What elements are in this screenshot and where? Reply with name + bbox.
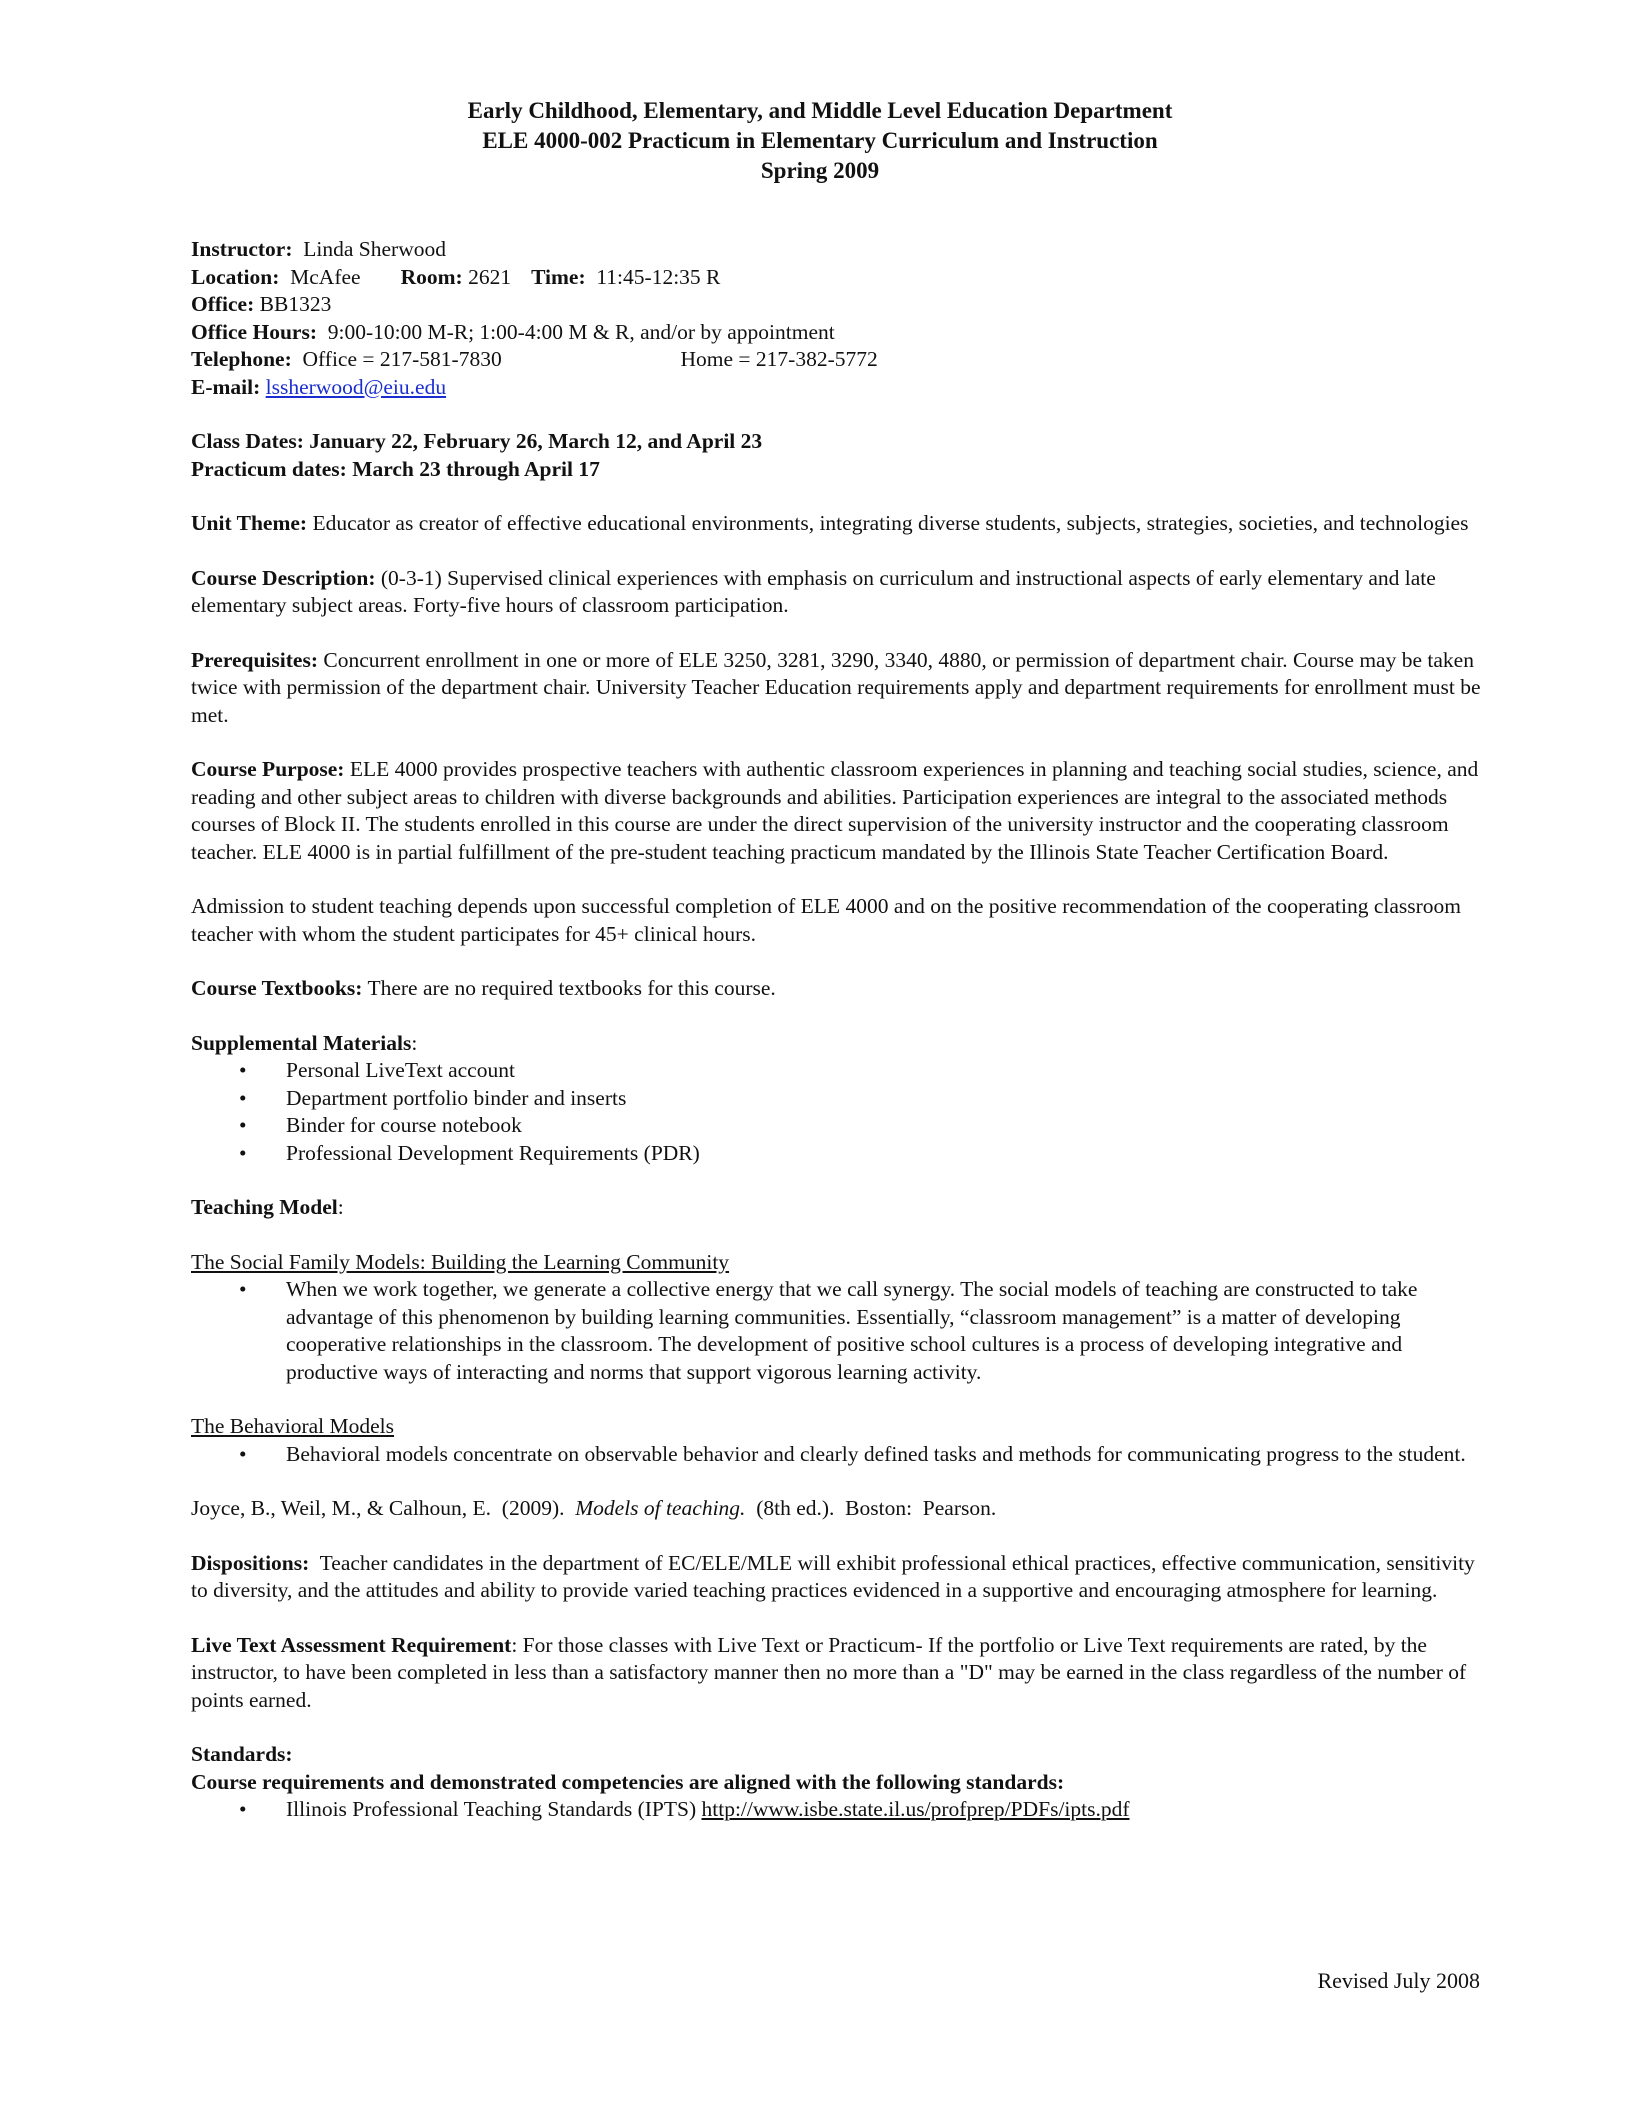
citation-authors: Joyce, B., Weil, M., & Calhoun, E. (2009). [191,1496,576,1520]
course-textbooks [191,975,1491,1003]
standards-item-text: Illinois Professional Teaching Standards (IPTS) [286,1797,702,1821]
social-models-list [191,1276,1491,1386]
livetext-label: Live Text Assessment Requirement [191,1632,512,1657]
instructor-name: Linda Sherwood [303,237,446,261]
behavioral-models-list [191,1441,1491,1469]
prerequisites-text: Concurrent enrollment in one or more of ELE 3250, 3281, 3290, 3340, 4880, or permission of department chair. Course may be taken twice with permission of the department chair. University Teacher Education requirements apply and department requirements for enrollment must be met. [191,647,1481,727]
teaching-model-label: Teaching Model [191,1195,338,1219]
unit-theme [191,510,1491,538]
instructor-info [191,236,1491,401]
behavioral-models-text: Behavioral models concentrate on observable behavior and clearly defined tasks and methods for communicating progress to the student. [286,1441,1466,1466]
department-title: Early Childhood, Elementary, and Middle Level Education Department [467,98,1173,123]
bullet-icon: • [239,1085,247,1110]
syllabus-body [191,236,1491,1824]
office-hours-label: Office Hours: [191,319,317,344]
telephone-home: Home = 217-382-5772 [680,347,878,371]
teaching-model-heading [191,1194,1491,1222]
document-header [0,96,1640,186]
course-textbooks-text: There are no required textbooks for this course. [367,976,776,1000]
dispositions [191,1550,1491,1605]
bullet-icon: • [239,1058,247,1082]
bullet-icon: • [239,1797,247,1821]
room-label: Room: [400,264,463,289]
course-description-label: Course Description: [191,565,376,590]
course-textbooks-label: Course Textbooks: [191,976,363,1000]
prerequisites-label: Prerequisites: [191,647,318,672]
list-item-text: Personal LiveText account [286,1058,515,1082]
list-item [191,1112,1491,1140]
list-item-text: Professional Development Requirements (PDR) [286,1140,700,1165]
unit-theme-text: Educator as creator of effective educational environments, integrating diverse students, subjects, strategies, societies, and technologies [312,511,1469,535]
bullet-icon: • [239,1441,247,1466]
telephone-office: Office = 217-581-7830 [302,347,502,371]
citation-publisher: (8th ed.). Boston: Pearson. [745,1496,997,1520]
standards-list [191,1796,1491,1824]
semester-title: Spring 2009 [760,158,880,183]
dispositions-text: Teacher candidates in the department of EC/ELE/MLE will exhibit professional ethical practices, effective communication, sensitivity to diversity, and the attitudes and ability to provide varied teaching practices evidenced in a supportive and encouraging atmosphere for learning. [191,1550,1475,1602]
supplemental-materials-heading [191,1030,1491,1058]
course-description [191,565,1491,620]
teaching-model-colon: : [337,1195,344,1219]
ipts-link[interactable]: http://www.isbe.state.il.us/profprep/PDFs/ipts.pdf [701,1797,1130,1821]
list-item [191,1796,1491,1824]
list-item [191,1085,1491,1113]
practicum-dates: Practicum dates: March 23 through April 17 [191,456,600,481]
course-description-text: (0-3-1) Supervised clinical experiences with emphasis on curriculum and instructional aspects of early elementary and late elementary subject areas. Forty-five hours of classroom participation. [191,565,1436,617]
supplemental-materials-label: Supplemental Materials [191,1030,412,1055]
office-hours-value: 9:00-10:00 M-R; 1:00-4:00 M & R, and/or by appointment [327,319,835,344]
list-item [191,1140,1491,1168]
email-link[interactable]: lssherwood@eiu.edu [265,374,447,399]
supplemental-colon: : [411,1030,418,1055]
instructor-label: Instructor: [191,237,293,261]
behavioral-models-heading: The Behavioral Models [191,1414,395,1438]
unit-theme-label: Unit Theme: [191,511,308,535]
standards-label: Standards: [191,1742,293,1766]
admission-paragraph: Admission to student teaching depends upon successful completion of ELE 4000 and on the positive recommendation of the cooperating classroom teacher with whom the student participates for 45+ clinical hours. [191,894,1462,946]
supplemental-materials-list [191,1057,1491,1167]
telephone-label: Telephone: [191,347,292,371]
list-item [191,1057,1491,1085]
social-models-text: When we work together, we generate a collective energy that we call synergy. The social models of teaching are constructed to take advantage of this phenomenon by building learning communities. Essentially, “classroom management” is a matter of developing cooperative relationships in the classroom. The development of positive school cultures is a process of developing integrative and productive ways of interacting and norms that support vigorous learning activity. [286,1277,1418,1384]
list-item [191,1276,1491,1386]
dispositions-label: Dispositions: [191,1550,310,1575]
class-dates: Class Dates: January 22, February 26, March 12, and April 23 [191,429,763,453]
bullet-icon: • [239,1113,247,1137]
course-purpose-label: Course Purpose: [191,757,345,781]
bullet-icon: • [239,1277,247,1301]
course-purpose [191,756,1491,866]
office-value: BB1323 [259,292,332,316]
social-models-heading: The Social Family Models: Building the Learning Community [191,1249,730,1274]
location-label: Location: [191,264,280,289]
course-purpose-text: ELE 4000 provides prospective teachers with authentic classroom experiences in planning and teaching social studies, science, and reading and other subject areas to children with diverse backgrounds and abilities. Participation experiences are integral to the associated methods courses of Block II. The students enrolled in this course are under the direct supervision of the university instructor and the cooperating classroom teacher. ELE 4000 is in partial fulfillment of the pre-student teaching practicum mandated by the Illinois State Teacher Certification Board. [191,757,1479,864]
livetext-requirement [191,1632,1491,1715]
room-value: 2621 [468,264,512,289]
livetext-text: : For those classes with Live Text or Practicum- If the portfolio or Live Text requirements are rated, by the instructor, to have been completed in less than a satisfactory manner then no more than a "D" may be earned in the class regardless of the number of points earned. [191,1632,1467,1712]
revised-date: Revised July 2008 [1317,1968,1480,1993]
time-label: Time: [531,264,586,289]
time-value: 11:45-12:35 R [596,264,721,289]
course-title: ELE 4000-002 Practicum in Elementary Curriculum and Instruction [482,128,1158,153]
list-item [191,1441,1491,1469]
location-value: McAfee [290,264,361,289]
citation [191,1495,1491,1523]
prerequisites [191,647,1491,730]
list-item-text: Department portfolio binder and inserts [286,1085,627,1110]
list-item-text: Binder for course notebook [286,1113,522,1137]
citation-title: Models of teaching. [575,1496,746,1520]
standards-intro: Course requirements and demonstrated competencies are aligned with the following standards: [191,1769,1065,1794]
office-label: Office: [191,292,255,316]
email-label: E-mail: [191,374,261,399]
bullet-icon: • [239,1140,247,1165]
